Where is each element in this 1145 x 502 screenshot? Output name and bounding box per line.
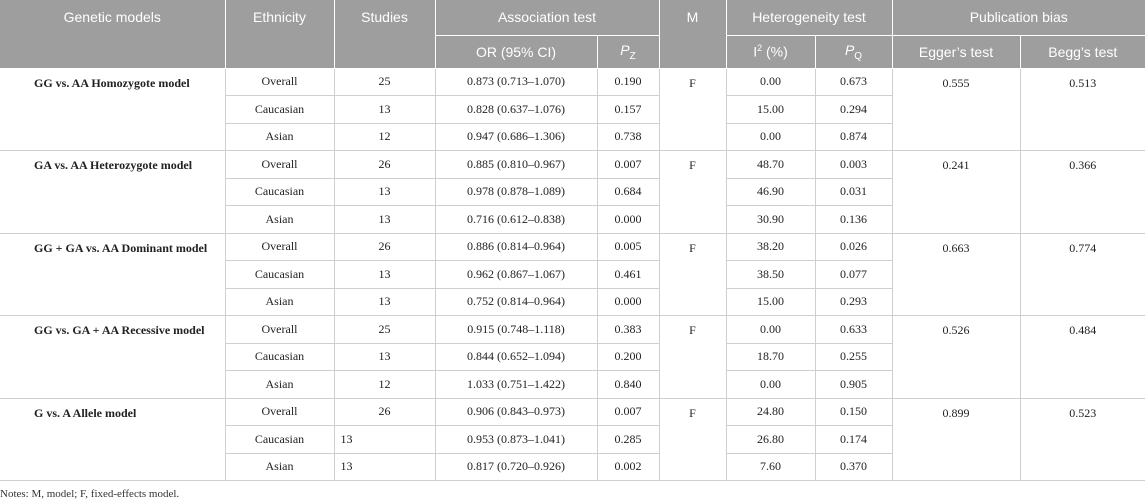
- ethnicity-cell: Asian: [225, 453, 334, 481]
- studies-cell: 13: [334, 96, 435, 124]
- egger-cell: 0.555: [892, 68, 1020, 151]
- i2-cell: 38.50: [726, 261, 815, 289]
- or-ci-cell: 0.906 (0.843–0.973): [435, 398, 597, 426]
- pz-cell: 0.007: [597, 398, 659, 426]
- i2-cell: 30.90: [726, 206, 815, 234]
- header-pq: [815, 35, 892, 68]
- ethnicity-cell: Asian: [225, 288, 334, 316]
- or-ci-cell: 0.953 (0.873–1.041): [435, 426, 597, 454]
- i2-cell: 0.00: [726, 123, 815, 151]
- i2-cell: 18.70: [726, 343, 815, 371]
- pz-cell: 0.461: [597, 261, 659, 289]
- header-i2: [726, 35, 815, 68]
- or-ci-cell: 0.817 (0.720–0.926): [435, 453, 597, 481]
- model-type-cell: F: [659, 398, 726, 481]
- studies-cell: 13: [334, 288, 435, 316]
- i2-cell: 24.80: [726, 398, 815, 426]
- model-name-cell: GG vs. GA + AA Recessive model: [0, 316, 225, 399]
- pz-cell: 0.007: [597, 151, 659, 179]
- table-body: [0, 68, 1145, 481]
- header-i2-unit: (%): [762, 43, 788, 60]
- pq-cell: 0.370: [815, 453, 892, 481]
- or-ci-cell: 0.886 (0.814–0.964): [435, 233, 597, 261]
- studies-cell: 25: [334, 68, 435, 96]
- header-pz: [597, 35, 659, 68]
- begg-cell: 0.523: [1020, 398, 1145, 481]
- studies-cell: 25: [334, 316, 435, 344]
- pz-cell: 0.005: [597, 233, 659, 261]
- i2-cell: 0.00: [726, 371, 815, 399]
- model-type-cell: F: [659, 151, 726, 234]
- i2-cell: 0.00: [726, 68, 815, 96]
- ethnicity-cell: Asian: [225, 123, 334, 151]
- pz-cell: 0.002: [597, 453, 659, 481]
- header-i2-sup: 2: [757, 43, 763, 54]
- i2-cell: 26.80: [726, 426, 815, 454]
- header-egger: Egger’s test: [892, 35, 1020, 68]
- pq-cell: 0.003: [815, 151, 892, 179]
- pq-cell: 0.136: [815, 206, 892, 234]
- i2-cell: 0.00: [726, 316, 815, 344]
- egger-cell: 0.526: [892, 316, 1020, 399]
- model-type-cell: F: [659, 233, 726, 316]
- table-notes: Notes: M, model; F, fixed-effects model.: [0, 488, 180, 500]
- ethnicity-cell: Caucasian: [225, 96, 334, 124]
- table-row: [0, 398, 1145, 426]
- header-m: M: [659, 0, 726, 68]
- egger-cell: 0.899: [892, 398, 1020, 481]
- table-row: [0, 316, 1145, 344]
- or-ci-cell: 0.978 (0.878–1.089): [435, 178, 597, 206]
- or-ci-cell: 1.033 (0.751–1.422): [435, 371, 597, 399]
- i2-cell: 7.60: [726, 453, 815, 481]
- begg-cell: 0.484: [1020, 316, 1145, 399]
- pz-cell: 0.000: [597, 288, 659, 316]
- studies-cell: 26: [334, 151, 435, 179]
- pz-cell: 0.840: [597, 371, 659, 399]
- pq-cell: 0.673: [815, 68, 892, 96]
- pz-cell: 0.738: [597, 123, 659, 151]
- pq-cell: 0.174: [815, 426, 892, 454]
- pq-cell: 0.874: [815, 123, 892, 151]
- pq-cell: 0.031: [815, 178, 892, 206]
- or-ci-cell: 0.828 (0.637–1.076): [435, 96, 597, 124]
- or-ci-cell: 0.947 (0.686–1.306): [435, 123, 597, 151]
- i2-cell: 48.70: [726, 151, 815, 179]
- i2-cell: 15.00: [726, 96, 815, 124]
- or-ci-cell: 0.885 (0.810–0.967): [435, 151, 597, 179]
- ethnicity-cell: Overall: [225, 233, 334, 261]
- header-begg: Begg’s test: [1020, 35, 1145, 68]
- begg-cell: 0.513: [1020, 68, 1145, 151]
- model-name-cell: GA vs. AA Heterozygote model: [0, 151, 225, 234]
- model-name-cell: G vs. A Allele model: [0, 398, 225, 481]
- header-studies: Studies: [334, 0, 435, 68]
- ethnicity-cell: Asian: [225, 206, 334, 234]
- ethnicity-cell: Overall: [225, 151, 334, 179]
- egger-cell: 0.241: [892, 151, 1020, 234]
- pz-cell: 0.000: [597, 206, 659, 234]
- or-ci-cell: 0.844 (0.652–1.094): [435, 343, 597, 371]
- header-genetic-models: Genetic models: [0, 0, 225, 68]
- or-ci-cell: 0.716 (0.612–0.838): [435, 206, 597, 234]
- studies-cell: 13: [334, 426, 435, 454]
- studies-cell: 13: [334, 343, 435, 371]
- studies-cell: 13: [334, 178, 435, 206]
- pq-cell: 0.633: [815, 316, 892, 344]
- header-i2-main: I: [753, 43, 758, 60]
- i2-cell: 46.90: [726, 178, 815, 206]
- egger-cell: 0.663: [892, 233, 1020, 316]
- header-pz-sub: Z: [629, 50, 636, 62]
- pq-cell: 0.294: [815, 96, 892, 124]
- ethnicity-cell: Asian: [225, 371, 334, 399]
- header-pz-main: P: [620, 41, 630, 58]
- header-pq-sub: Q: [854, 50, 863, 62]
- ethnicity-cell: Caucasian: [225, 178, 334, 206]
- model-name-cell: GG + GA vs. AA Dominant model: [0, 233, 225, 316]
- header-publication-bias: Publication bias: [892, 0, 1145, 35]
- header-ethnicity: Ethnicity: [225, 0, 334, 68]
- studies-cell: 13: [334, 206, 435, 234]
- or-ci-cell: 0.873 (0.713–1.070): [435, 68, 597, 96]
- studies-cell: 26: [334, 398, 435, 426]
- pz-cell: 0.157: [597, 96, 659, 124]
- or-ci-cell: 0.752 (0.814–0.964): [435, 288, 597, 316]
- pz-cell: 0.684: [597, 178, 659, 206]
- pq-cell: 0.905: [815, 371, 892, 399]
- i2-cell: 15.00: [726, 288, 815, 316]
- model-type-cell: F: [659, 68, 726, 151]
- table-row: [0, 68, 1145, 96]
- ethnicity-cell: Caucasian: [225, 261, 334, 289]
- pz-cell: 0.200: [597, 343, 659, 371]
- i2-cell: 38.20: [726, 233, 815, 261]
- pq-cell: 0.293: [815, 288, 892, 316]
- ethnicity-cell: Overall: [225, 316, 334, 344]
- ethnicity-cell: Caucasian: [225, 343, 334, 371]
- pq-cell: 0.026: [815, 233, 892, 261]
- studies-cell: 26: [334, 233, 435, 261]
- header-or-ci: OR (95% CI): [435, 35, 597, 68]
- table-row: [0, 151, 1145, 179]
- ethnicity-cell: Overall: [225, 68, 334, 96]
- pq-cell: 0.150: [815, 398, 892, 426]
- begg-cell: 0.774: [1020, 233, 1145, 316]
- table-header: [0, 0, 1145, 68]
- header-pq-main: P: [844, 41, 855, 58]
- pz-cell: 0.383: [597, 316, 659, 344]
- header-association-test: Association test: [435, 0, 659, 35]
- or-ci-cell: 0.962 (0.867–1.067): [435, 261, 597, 289]
- pq-cell: 0.077: [815, 261, 892, 289]
- pq-cell: 0.255: [815, 343, 892, 371]
- header-heterogeneity-test: Heterogeneity test: [726, 0, 892, 35]
- model-name-cell: GG vs. AA Homozygote model: [0, 68, 225, 151]
- pz-cell: 0.285: [597, 426, 659, 454]
- begg-cell: 0.366: [1020, 151, 1145, 234]
- table-row: [0, 233, 1145, 261]
- pz-cell: 0.190: [597, 68, 659, 96]
- ethnicity-cell: Overall: [225, 398, 334, 426]
- studies-cell: 13: [334, 261, 435, 289]
- model-type-cell: F: [659, 316, 726, 399]
- studies-cell: 12: [334, 371, 435, 399]
- or-ci-cell: 0.915 (0.748–1.118): [435, 316, 597, 344]
- studies-cell: 13: [334, 453, 435, 481]
- ethnicity-cell: Caucasian: [225, 426, 334, 454]
- studies-cell: 12: [334, 123, 435, 151]
